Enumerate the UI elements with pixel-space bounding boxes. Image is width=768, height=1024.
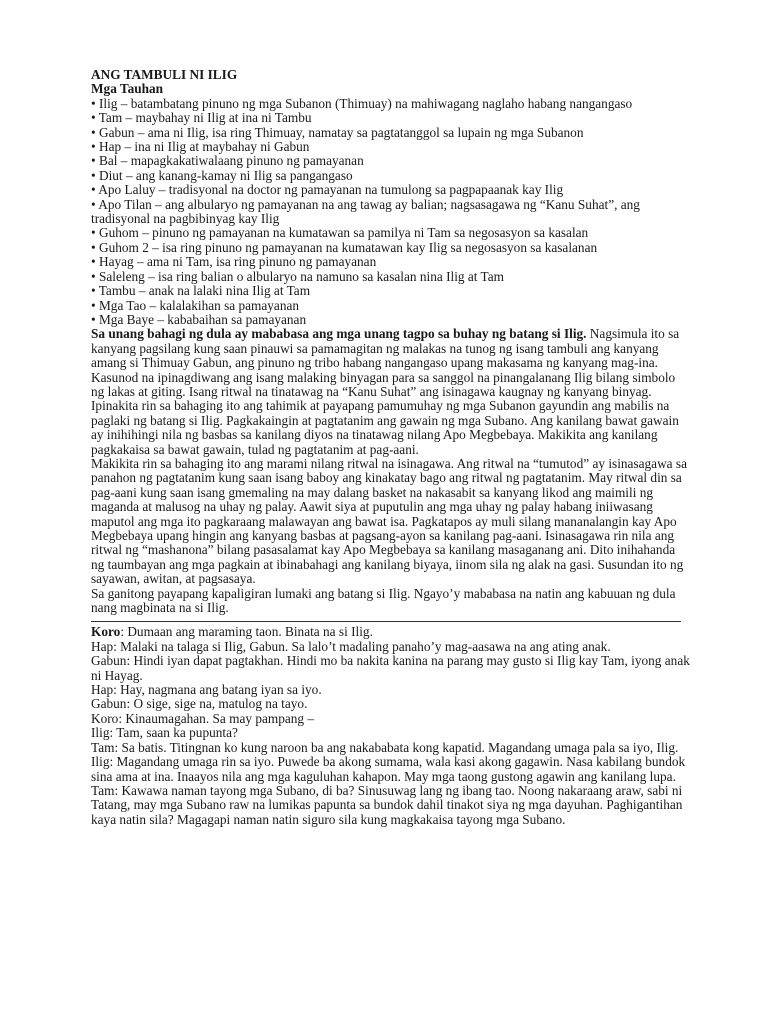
dialogue-line: Tam: Sa batis. Titingnan ko kung naroon ba ang nakababata kong kapatid. Magandang umaga pala sa iyo, Ilig.	[91, 739, 679, 755]
character-item: • Mga Tao – kalalakihan sa pamayanan	[91, 297, 300, 313]
synopsis-paragraph: Sa ganitong payapang kapaligiran lumaki ang batang si Ilig. Ngayo’y mababasa na natin ang kabuuan ng dula nang magbinata na si Ilig.	[91, 585, 676, 616]
document-page	[91, 68, 691, 827]
character-item: • Diut – ang kanang-kamay ni Ilig sa pangangaso	[91, 167, 353, 183]
synopsis-paragraph	[91, 327, 691, 399]
character-item: • Hayag – ama ni Tam, isa ring pinuno ng pamayanan	[91, 254, 377, 270]
dialogue-speaker: Koro	[91, 624, 121, 640]
dialogue-line: Hap: Hay, nagmana ang batang iyan sa iyo.	[91, 682, 322, 698]
synopsis-body	[91, 399, 691, 615]
character-item: • Bal – mapagkakatiwalaang pinuno ng pamayanan	[91, 153, 364, 169]
character-item: • Ilig – batambatang pinuno ng mga Subanon (Thimuay) na mahiwagang naglaho habang nangangaso	[91, 95, 633, 111]
dialogue-line: Ilig: Magandang umaga rin sa iyo. Puwede ba akong sumama, wala kasi akong gagawin. Nasa kabilang bundok sina ama at ina. Inaayos nila ang mga kaguluhan kahapon. May mga taong gustong agawin ang kanilang lupa.	[91, 754, 686, 784]
character-item: • Mga Baye – kababaihan sa pamayanan	[91, 311, 307, 327]
synopsis-paragraph: Makikita rin sa bahaging ito ang marami nilang ritwal na isinagawa. Ang ritwal na “tumutod” ay isinasagawa sa panahon ng pagtatanim kung saan isang baboy ang kinakatay bago ang ritwal ng pagtatanim. May ritwal din sa pag-aani kung saan isang gmemaling na may dalang basket na nakasabit sa kanyang likod ang maimili ng maganda at malusog na uhay ng palay. Aawit siya at puputulin ang mga uhay ng palay habang iniiwasang maputol ang mga ito pagkaraang malawayan ang bawat isa. Pagkatapos ay muli silang mananalangin kay Apo Megbebaya upang hingin ang kanyang basbas at pagsang-ayon sa kanilang pag-aani. Isinasagawa rin nila ang ritwal ng “mashanona” bilang pasasalamat kay Apo Megbebaya sa kanilang masaganang ani. Dito inihahanda ng taumbayan ang mga pagkain at ibinabahagi ang kanilang biyaya, iinom sila ng alak na gasi. Susundan ito ng sayawan, awitan, at pagsasaya.	[91, 455, 687, 587]
characters-heading: Mga Tauhan	[91, 81, 164, 97]
dialogue-line: Gabun: Hindi iyan dapat pagtakhan. Hindi mo ba nakita kanina na parang may gusto si Ilig kay Tam, iyong anak ni Hayag.	[91, 653, 690, 683]
character-item: • Apo Laluy – tradisyonal na doctor ng pamayanan na tumulong sa pagpapaanak kay Ilig	[91, 182, 564, 198]
character-item: • Hap – ina ni Ilig at maybahay ni Gabun	[91, 139, 310, 155]
character-item: • Tam – maybahay ni Ilig at ina ni Tambu	[91, 110, 312, 126]
dialogue-text: : Dumaan ang maraming taon. Binata na si Ilig.	[120, 624, 373, 640]
section-divider	[91, 621, 681, 622]
dialogue-line: Tam: Kawawa naman tayong mga Subano, di ba? Sinusuwag lang ng ibang tao. Noong nakaraang araw, sabi ni Tatang, may mga Subano raw na lumikas papunta sa bundok dahil tinakot siya ng mga dayuhan. Paghigantihan kaya natin sila? Magagapi naman natin siguro sila kung magkakaisa tayong mga Subano.	[91, 782, 683, 827]
dialogue-list	[91, 640, 691, 827]
dialogue-line: Ilig: Tam, saan ka pupunta?	[91, 725, 238, 741]
character-list	[91, 97, 691, 328]
synopsis-lead-text: Nagsimula ito sa kanyang pagsilang kung saan pinauwi sa pamamagitan ng malakas na tunog ng isang tambuli ang kanyang amang si Thimuay Gabun, ang pinuno ng tribo habang nangangaso upang makasama ng kanyang mag-ina. Kasunod na ipinagdiwang ang isang malaking binyagan para sa sanggol na pinangalanang Ilig bilang simbolo ng lakas at giting. Isang ritwal na tinatawag na “Kanu Suhat” ang isinagawa kaugnay ng kanyang binyag.	[91, 326, 680, 399]
character-item: • Guhom – pinuno ng pamayanan na kumatawan sa pamilya ni Tam sa negosasyon sa kasalan	[91, 225, 589, 241]
dialogue-line	[91, 625, 691, 639]
character-item: • Tambu – anak na lalaki nina Ilig at Tam	[91, 283, 311, 299]
character-item: • Apo Tilan – ang albularyo ng pamayanan na ang tawag ay balian; nagsasagawa ng “Kanu Suhat”, ang tradisyonal na pagbibinyag kay Ilig	[91, 196, 640, 227]
character-item: • Gabun – ama ni Ilig, isa ring Thimuay, namatay sa pagtatanggol sa lupain ng mga Subanon	[91, 124, 584, 140]
character-item: • Saleleng – isa ring balian o albularyo na namuno sa kasalan nina Ilig at Tam	[91, 268, 504, 284]
character-item: • Guhom 2 – isa ring pinuno ng pamayanan na kumatawan kay Ilig sa negosasyon sa kasalanan	[91, 239, 598, 255]
synopsis-lead-bold: Sa unang bahagi ng dula ay mababasa ang mga unang tagpo sa buhay ng batang si Ilig.	[91, 326, 587, 342]
document-title: ANG TAMBULI NI ILIG	[91, 67, 238, 82]
dialogue-line: Koro: Kinaumagahan. Sa may pampang –	[91, 710, 315, 726]
dialogue-line: Gabun: O sige, sige na, matulog na tayo.	[91, 696, 308, 712]
synopsis-paragraph: Ipinakita rin sa bahaging ito ang tahimik at payapang pamumuhay ng mga Subanon gayundin ang mabilis na paglaki ng batang si Ilig. Pagkakaingin at pagtatanim ang gawain ng mga Subano. Ang kanilang bawat gawain ay inihihingi nila ng basbas sa kanilang diyos na tinatawag nilang Apo Megbebaya. Makikita ang kanilang pagkakaisa sa bawat gawain, tulad ng pagtatanim at pag-aani.	[91, 398, 679, 457]
dialogue-line: Hap: Malaki na talaga si Ilig, Gabun. Sa lalo’t madaling panaho’y mag-aasawa na ang ating anak.	[91, 638, 611, 654]
